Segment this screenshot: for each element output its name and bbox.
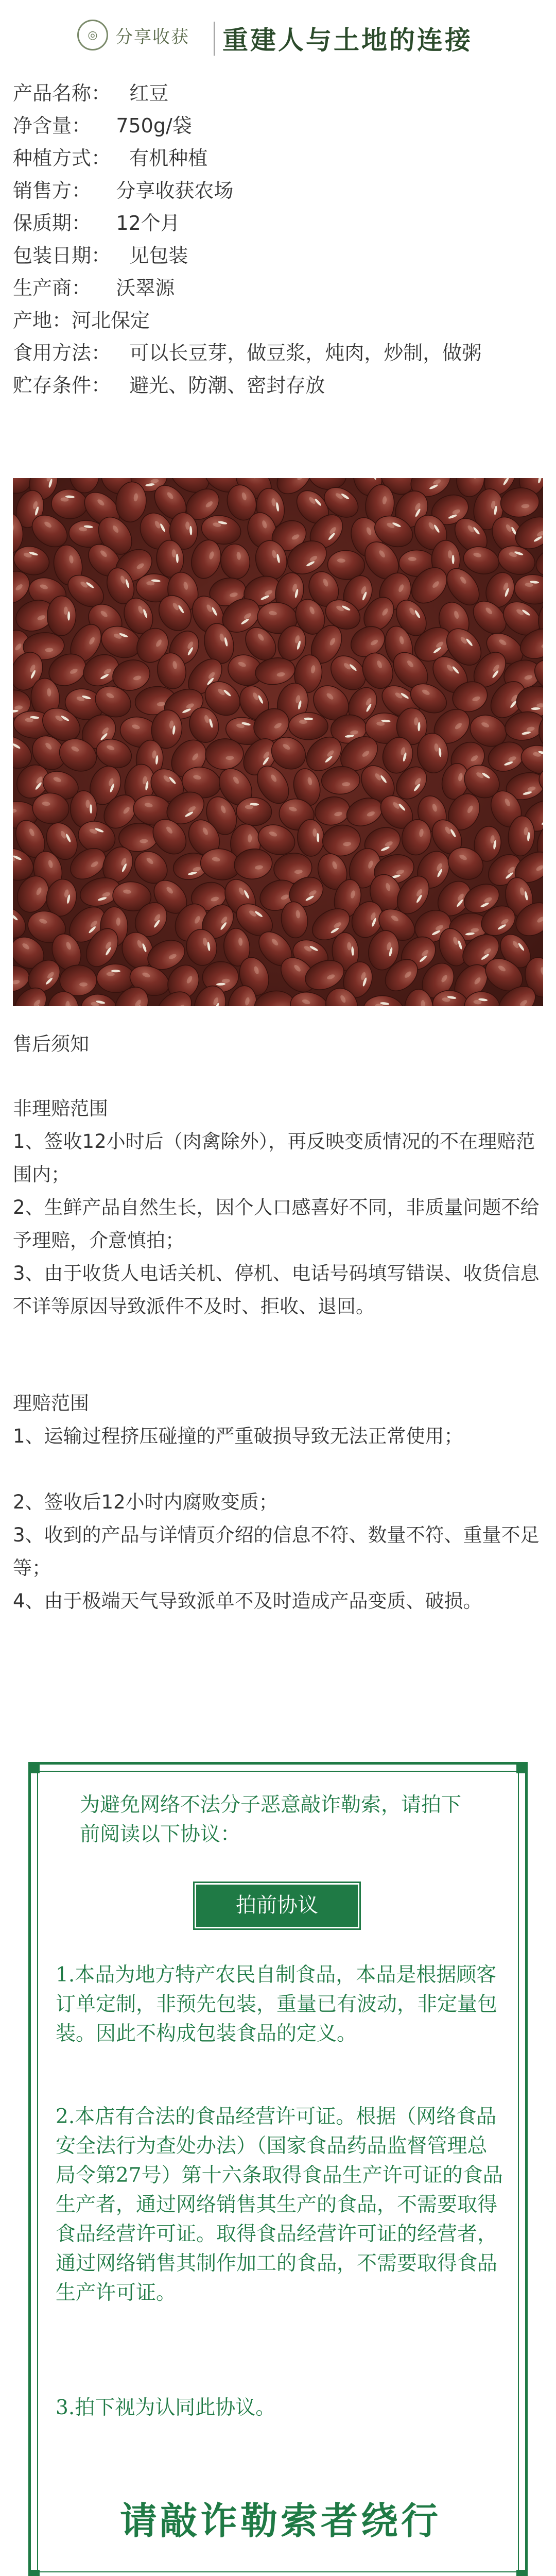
info-label: 贮存条件： <box>13 374 130 397</box>
info-row-seller <box>13 175 543 207</box>
header-divider <box>214 22 215 56</box>
info-row-weight <box>13 110 543 142</box>
non-claim-item: 2、生鲜产品自然生长，因个人口感喜好不同，非质量问题不给予理赔，介意慎拍； <box>13 1196 540 1251</box>
agreement-intro: 为避免网络不法分子恶意敲诈勒索，请拍下前阅读以下协议： <box>80 1793 462 1846</box>
red-beans-photo <box>13 478 543 1006</box>
info-row-pack-date <box>13 240 543 272</box>
claim-title: 理赔范围 <box>13 1392 89 1414</box>
extortion-warning: 请敲诈勒索者绕行 <box>119 2499 441 2543</box>
info-value: 750g/袋 <box>116 114 192 137</box>
agreement-clause-1: 1.本品为地方特产农民自制食品，本品是根据顾客订单定制，非预先包装，重量已有波动，非定量包装。因此不构成包装食品的定义。 <box>56 1963 498 2045</box>
info-label: 保质期： <box>13 212 116 234</box>
non-claim-item: 1、签收12小时后（肉禽除外），再反映变质情况的不在理赔范围内； <box>13 1130 535 1185</box>
info-label: 产地： <box>13 309 72 332</box>
info-label: 生产商： <box>13 277 116 299</box>
claim-item: 1、运输过程挤压碰撞的严重破损导致无法正常使用； <box>13 1425 463 1447</box>
non-claim-title: 非理赔范围 <box>13 1097 108 1120</box>
claim-item: 3、收到的产品与详情页介绍的信息不符、数量不符、重量不足等； <box>13 1524 540 1579</box>
logo-seal-icon: ◎ <box>77 20 108 50</box>
agreement-clause-2: 2.本店有合法的食品经营许可证。根据（网络食品安全法行为查处办法）（国家食品药品监督管理总局令第27号）第十六条取得食品生产许可证的食品生产者，通过网络销售其生产的食品，不需要取得食品经营许可证。取得食品经营许可证的经营者，通过网络销售其制作加工的食品，不需要取得食品生产许可证。 <box>56 2105 503 2304</box>
info-value: 河北保定 <box>72 309 150 332</box>
panel-corner <box>28 2570 40 2576</box>
panel-corner <box>516 2570 528 2576</box>
agreement-panel <box>28 1762 528 2576</box>
info-row-storage <box>13 369 543 402</box>
brand-logo <box>77 20 189 50</box>
info-label: 食用方法： <box>13 342 130 364</box>
info-label: 产品名称： <box>13 82 130 105</box>
info-row-origin <box>13 304 543 337</box>
info-label: 种植方式： <box>13 147 130 170</box>
claim-item: 4、由于极端天气导致派单不及时造成产品变质、破损。 <box>13 1590 482 1612</box>
info-label: 净含量： <box>13 114 116 137</box>
after-sales-title: 售后须知 <box>13 1033 89 1055</box>
info-value: 有机种植 <box>129 147 208 170</box>
panel-corner <box>516 1762 528 1773</box>
info-row-method <box>13 142 543 175</box>
info-value: 红豆 <box>129 82 169 105</box>
product-info <box>13 77 543 402</box>
claim-item: 2、签收后12小时内腐败变质； <box>13 1491 278 1513</box>
info-row-producer <box>13 272 543 304</box>
info-value: 可以长豆芽，做豆浆，炖肉，炒制，做粥 <box>129 342 482 364</box>
info-row-shelf-life <box>13 207 543 240</box>
info-value: 分享收获农场 <box>116 179 234 202</box>
panel-corner <box>28 1762 40 1773</box>
info-label: 包装日期： <box>13 244 130 267</box>
red-beans-image <box>13 478 543 1006</box>
agreement-clause-3: 3.拍下视为认同此协议。 <box>56 2396 276 2419</box>
info-row-usage <box>13 337 543 369</box>
non-claim-item: 3、由于收货人电话关机、停机、电话号码填写错误、收货信息不详等原因导致派件不及时、拒收、退回。 <box>13 1262 540 1317</box>
info-label: 销售方： <box>13 179 116 202</box>
info-value: 沃翠源 <box>116 277 175 299</box>
brand-name: 分享收获 <box>115 26 189 47</box>
info-value: 见包装 <box>129 244 188 267</box>
brand-slogan: 重建人与土地的连接 <box>222 25 473 55</box>
info-row-name <box>13 77 543 110</box>
info-value: 避光、防潮、密封存放 <box>129 374 325 397</box>
page-header <box>0 0 556 77</box>
agreement-tag: 拍前协议 <box>195 1883 359 1928</box>
info-value: 12个月 <box>116 212 180 234</box>
